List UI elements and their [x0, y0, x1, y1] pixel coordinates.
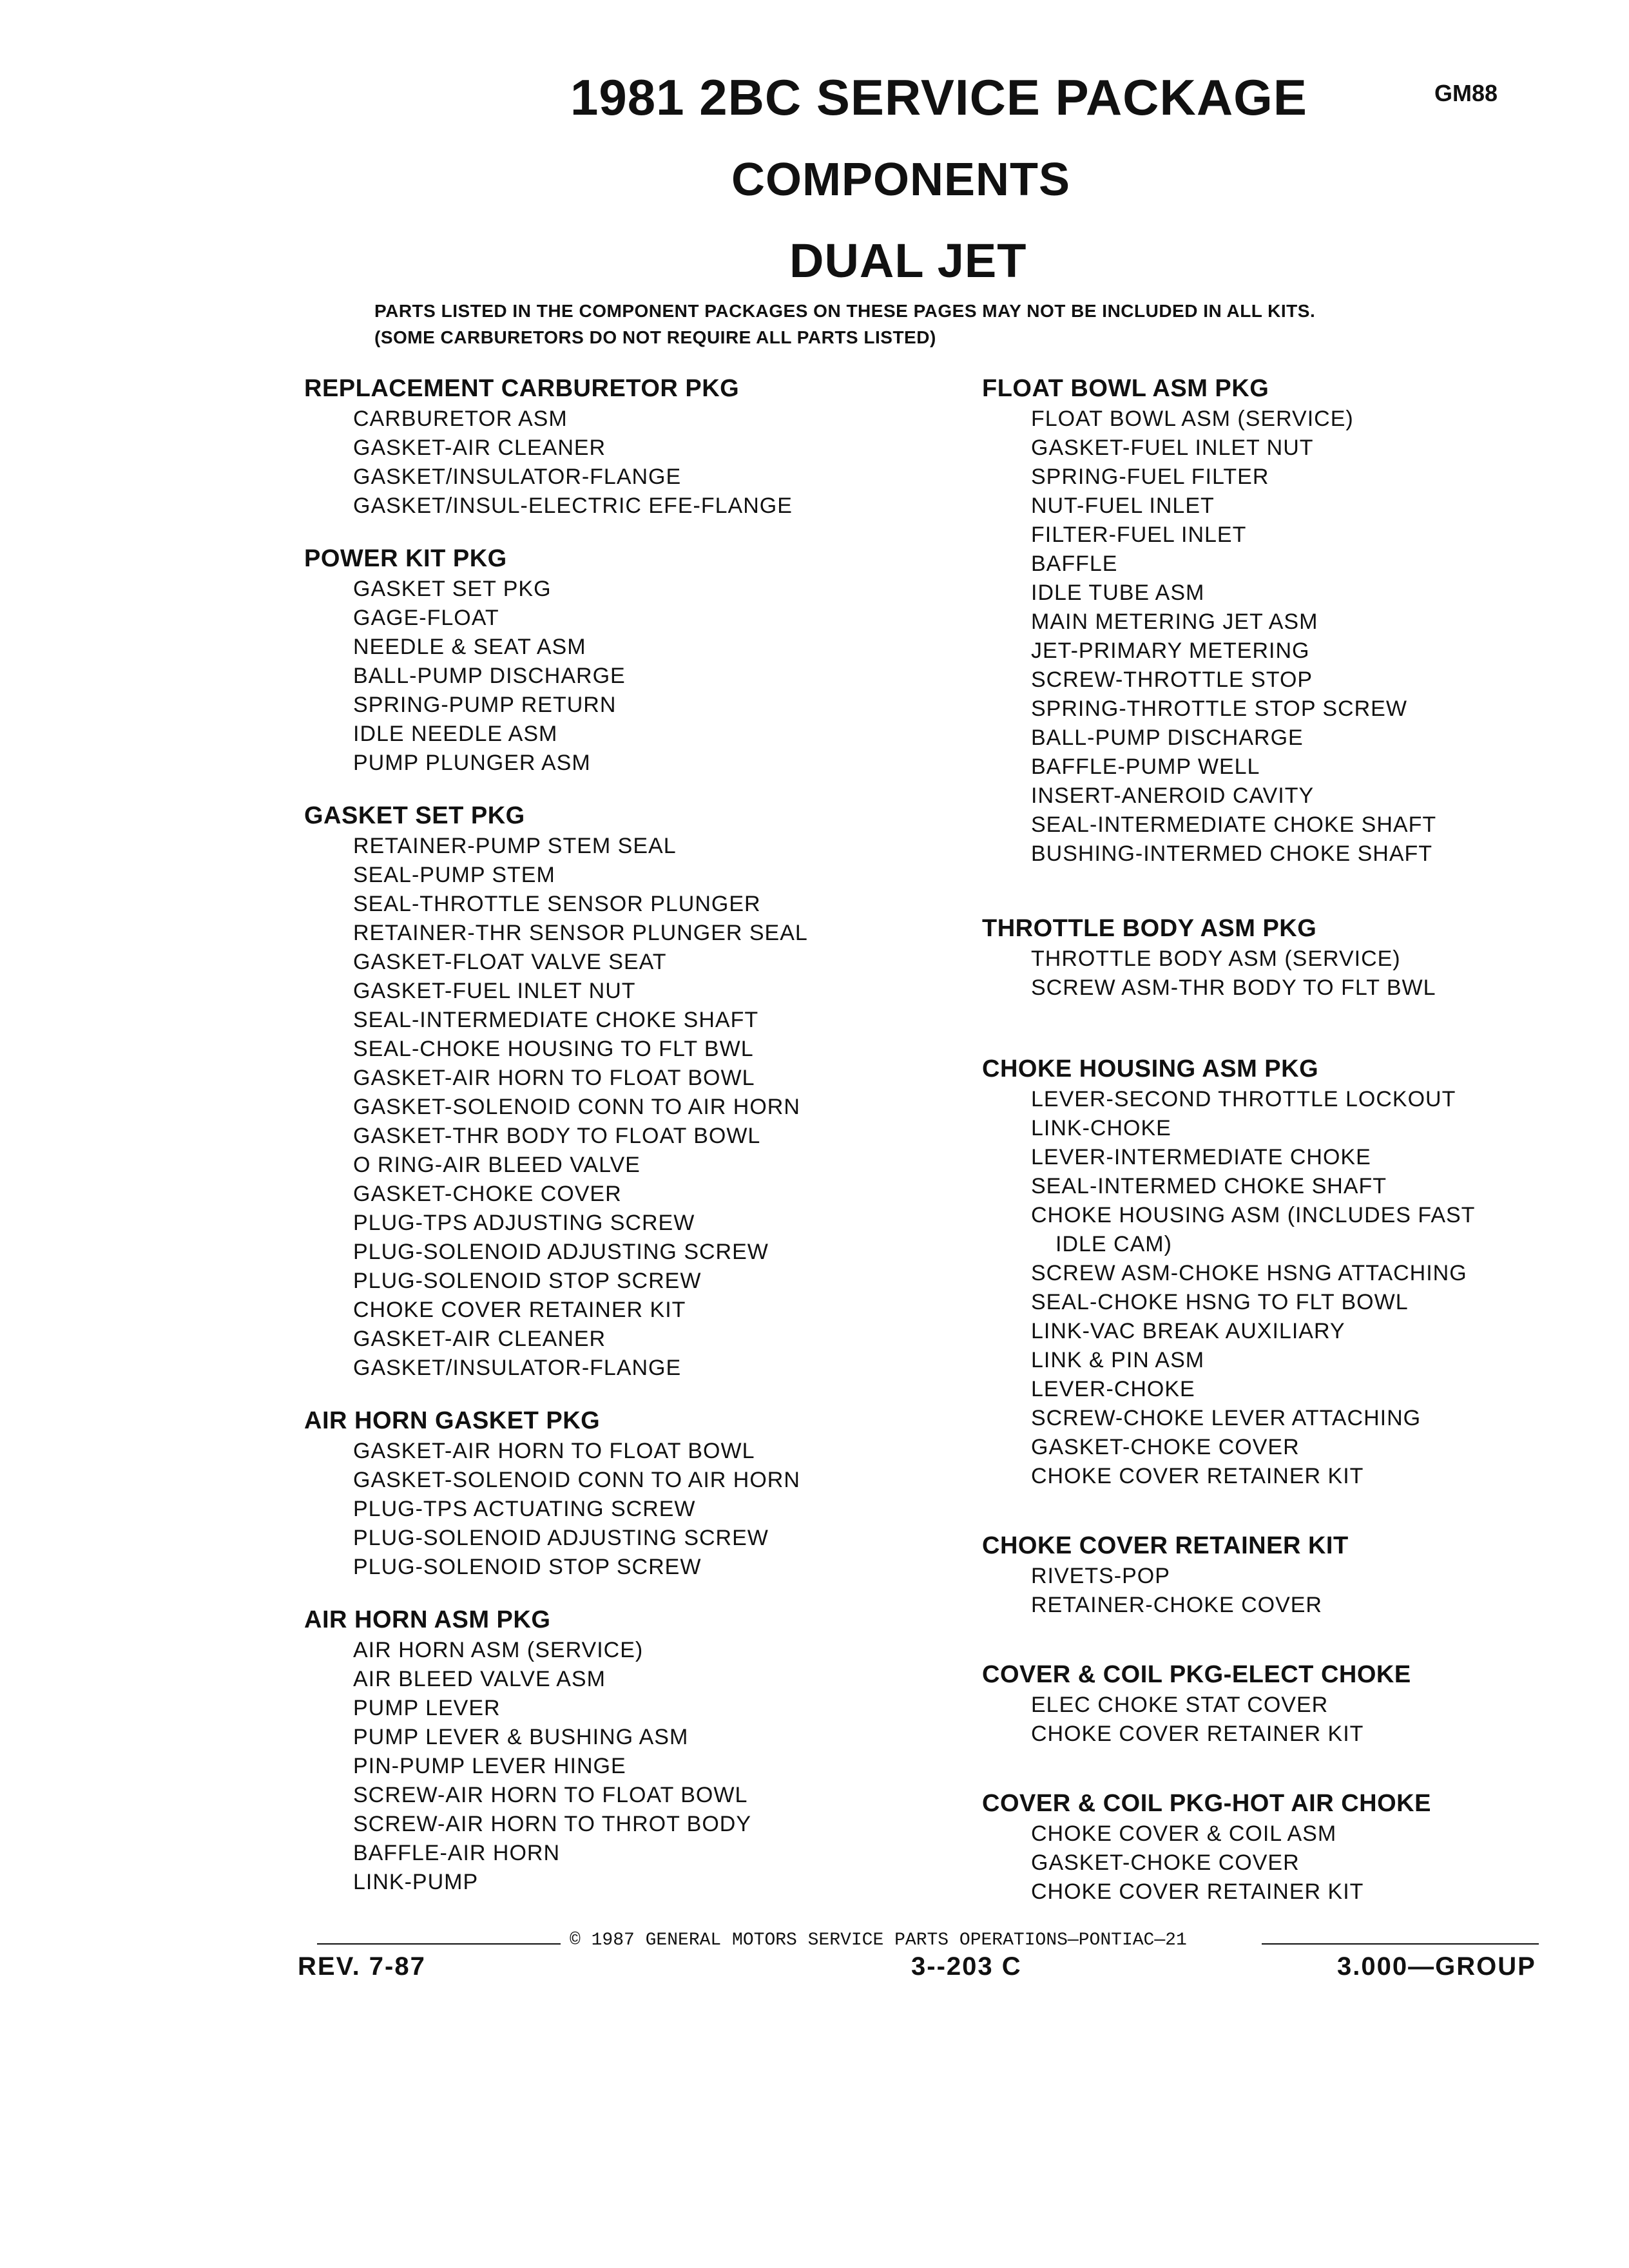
part-item: GASKET/INSULATOR-FLANGE: [353, 465, 682, 489]
part-item: NEEDLE & SEAT ASM: [353, 635, 586, 659]
part-item: BALL-PUMP DISCHARGE: [353, 664, 626, 688]
section-choke-cover-retainer-kit: [982, 1531, 1549, 1620]
part-item: PLUG-SOLENOID STOP SCREW: [353, 1555, 702, 1579]
section-air-horn-asm-pkg: [304, 1605, 955, 1897]
section-heading: AIR HORN GASKET PKG: [304, 1407, 601, 1434]
parts-list: [1031, 945, 1549, 1003]
part-item: GASKET-AIR CLEANER: [353, 1327, 606, 1351]
section-heading: COVER & COIL PKG-HOT AIR CHOKE: [982, 1790, 1431, 1817]
section-gasket-set-pkg: [304, 801, 955, 1383]
part-item: SPRING-FUEL FILTER: [1031, 465, 1269, 489]
part-item: SEAL-INTERMEDIATE CHOKE SHAFT: [353, 1008, 759, 1032]
part-item: BALL-PUMP DISCHARGE: [1031, 726, 1304, 750]
part-item: RETAINER-PUMP STEM SEAL: [353, 834, 677, 858]
parts-list: [1031, 1562, 1549, 1620]
part-item: IDLE CAM): [1055, 1232, 1172, 1256]
part-item: SCREW ASM-THR BODY TO FLT BWL: [1031, 975, 1436, 1000]
part-item: SEAL-PUMP STEM: [353, 863, 555, 887]
part-item: INSERT-ANEROID CAVITY: [1031, 783, 1315, 808]
part-item: MAIN METERING JET ASM: [1031, 610, 1318, 634]
part-item: LEVER-CHOKE: [1031, 1377, 1195, 1401]
part-item: GASKET-AIR HORN TO FLOAT BOWL: [353, 1439, 755, 1463]
part-item: GAGE-FLOAT: [353, 606, 499, 630]
part-item: SEAL-CHOKE HOUSING TO FLT BWL: [353, 1037, 754, 1061]
parts-list: [1031, 1820, 1549, 1907]
part-item: PLUG-TPS ADJUSTING SCREW: [353, 1211, 695, 1235]
part-item: CHOKE COVER RETAINER KIT: [1031, 1464, 1364, 1488]
part-item: BAFFLE-PUMP WELL: [1031, 754, 1260, 779]
part-item: NUT-FUEL INLET: [1031, 494, 1215, 518]
part-item: LINK-PUMP: [353, 1870, 479, 1894]
part-item: FLOAT BOWL ASM (SERVICE): [1031, 407, 1354, 431]
part-item: GASKET-FLOAT VALVE SEAT: [353, 950, 667, 974]
part-item: SEAL-INTERMEDIATE CHOKE SHAFT: [1031, 812, 1437, 837]
page-number: 3--203 C: [911, 1952, 1022, 1981]
part-item: CHOKE COVER RETAINER KIT: [1031, 1722, 1364, 1746]
part-item: LEVER-SECOND THROTTLE LOCKOUT: [1031, 1087, 1456, 1111]
part-item: PLUG-SOLENOID ADJUSTING SCREW: [353, 1526, 769, 1550]
section-choke-housing-asm-pkg: [982, 1054, 1549, 1491]
parts-list: [1031, 405, 1549, 869]
section-heading: GASKET SET PKG: [304, 802, 525, 829]
section-cover-coil-pkg-elect-choke: [982, 1660, 1549, 1749]
part-item: GASKET/INSUL-ELECTRIC EFE-FLANGE: [353, 494, 793, 518]
part-item: RETAINER-THR SENSOR PLUNGER SEAL: [353, 921, 808, 945]
part-item: RIVETS-POP: [1031, 1564, 1170, 1588]
page-title: 1981 2BC SERVICE PACKAGE: [570, 69, 1307, 126]
part-item: ELEC CHOKE STAT COVER: [1031, 1693, 1329, 1717]
notice-line-1: PARTS LISTED IN THE COMPONENT PACKAGES ON THESE PAGES MAY NOT BE INCLUDED IN ALL KITS.: [374, 301, 1316, 321]
section-float-bowl-asm-pkg: [982, 374, 1549, 869]
part-item: SCREW-AIR HORN TO FLOAT BOWL: [353, 1783, 748, 1807]
part-item: SPRING-PUMP RETURN: [353, 693, 617, 717]
part-item: SPRING-THROTTLE STOP SCREW: [1031, 697, 1407, 721]
part-item: PLUG-SOLENOID ADJUSTING SCREW: [353, 1240, 769, 1264]
right-column: [982, 374, 1549, 1907]
part-item: BUSHING-INTERMED CHOKE SHAFT: [1031, 841, 1433, 866]
parts-list: [1031, 1085, 1549, 1491]
part-item: PLUG-SOLENOID STOP SCREW: [353, 1269, 702, 1293]
section-cover-coil-pkg-hot-air-choke: [982, 1789, 1549, 1907]
part-item: RETAINER-CHOKE COVER: [1031, 1593, 1322, 1617]
parts-list: [353, 1437, 955, 1582]
section-heading: AIR HORN ASM PKG: [304, 1606, 551, 1633]
footer-rule-right: [1262, 1943, 1539, 1945]
part-item: SEAL-THROTTLE SENSOR PLUNGER: [353, 892, 761, 916]
part-item: LINK & PIN ASM: [1031, 1348, 1205, 1372]
part-item: SEAL-INTERMED CHOKE SHAFT: [1031, 1174, 1387, 1198]
part-item: PLUG-TPS ACTUATING SCREW: [353, 1497, 696, 1521]
part-item: FILTER-FUEL INLET: [1031, 523, 1247, 547]
part-item: GASKET-CHOKE COVER: [353, 1182, 622, 1206]
parts-list: [353, 405, 955, 521]
section-heading: CHOKE HOUSING ASM PKG: [982, 1055, 1319, 1082]
part-item: SCREW ASM-CHOKE HSNG ATTACHING: [1031, 1261, 1467, 1285]
part-item: THROTTLE BODY ASM (SERVICE): [1031, 947, 1401, 971]
part-item: CHOKE COVER RETAINER KIT: [353, 1298, 686, 1322]
section-replacement-carburetor-pkg: [304, 374, 955, 521]
parts-list: [1031, 1691, 1549, 1749]
part-item: PUMP LEVER: [353, 1696, 501, 1720]
part-item: GASKET-SOLENOID CONN TO AIR HORN: [353, 1468, 800, 1492]
section-power-kit-pkg: [304, 544, 955, 778]
part-item: SEAL-CHOKE HSNG TO FLT BOWL: [1031, 1290, 1409, 1314]
part-item: CHOKE HOUSING ASM (INCLUDES FAST: [1031, 1203, 1476, 1227]
part-item: LINK-VAC BREAK AUXILIARY: [1031, 1319, 1345, 1343]
part-item: CHOKE COVER & COIL ASM: [1031, 1821, 1337, 1846]
part-item: SCREW-AIR HORN TO THROT BODY: [353, 1812, 752, 1836]
part-item: GASKET-FUEL INLET NUT: [353, 979, 636, 1003]
page-subtitle: COMPONENTS: [731, 154, 1071, 206]
section-heading: REPLACEMENT CARBURETOR PKG: [304, 375, 740, 402]
part-item: GASKET SET PKG: [353, 577, 552, 601]
part-item: GASKET-AIR HORN TO FLOAT BOWL: [353, 1066, 755, 1090]
part-item: GASKET/INSULATOR-FLANGE: [353, 1356, 682, 1380]
section-heading: THROTTLE BODY ASM PKG: [982, 915, 1317, 942]
section-heading: COVER & COIL PKG-ELECT CHOKE: [982, 1661, 1411, 1688]
section-heading: FLOAT BOWL ASM PKG: [982, 375, 1269, 402]
part-item: SCREW-CHOKE LEVER ATTACHING: [1031, 1406, 1422, 1430]
part-item: PIN-PUMP LEVER HINGE: [353, 1754, 626, 1778]
part-item: LINK-CHOKE: [1031, 1116, 1171, 1140]
part-item: GASKET-FUEL INLET NUT: [1031, 436, 1314, 460]
part-item: IDLE NEEDLE ASM: [353, 722, 558, 746]
section-heading: POWER KIT PKG: [304, 545, 507, 572]
part-item: PUMP PLUNGER ASM: [353, 751, 591, 775]
part-item: AIR BLEED VALVE ASM: [353, 1667, 606, 1691]
section-heading: CHOKE COVER RETAINER KIT: [982, 1532, 1349, 1559]
section-throttle-body-asm-pkg: [982, 914, 1549, 1003]
group-number: 3.000—GROUP: [1337, 1952, 1536, 1981]
copyright-line: © 1987 GENERAL MOTORS SERVICE PARTS OPERATIONS—PONTIAC—21: [570, 1930, 1187, 1950]
notice-line-2: (SOME CARBURETORS DO NOT REQUIRE ALL PARTS LISTED): [374, 327, 936, 347]
left-column: [304, 374, 955, 1897]
part-item: IDLE TUBE ASM: [1031, 581, 1205, 605]
part-item: LEVER-INTERMEDIATE CHOKE: [1031, 1145, 1371, 1169]
part-item: BAFFLE: [1031, 552, 1118, 576]
part-item: GASKET-AIR CLEANER: [353, 436, 606, 460]
part-item: PUMP LEVER & BUSHING ASM: [353, 1725, 689, 1749]
parts-list: [353, 575, 955, 778]
page-subtitle-2: DUAL JET: [789, 234, 1027, 287]
footer-rule-left: [317, 1943, 561, 1945]
part-item: AIR HORN ASM (SERVICE): [353, 1638, 644, 1662]
part-item: O RING-AIR BLEED VALVE: [353, 1153, 641, 1177]
part-item: GASKET-SOLENOID CONN TO AIR HORN: [353, 1095, 800, 1119]
part-item: GASKET-CHOKE COVER: [1031, 1850, 1300, 1875]
parts-list: [353, 832, 955, 1383]
part-item: GASKET-CHOKE COVER: [1031, 1435, 1300, 1459]
part-item: BAFFLE-AIR HORN: [353, 1841, 561, 1865]
part-item: JET-PRIMARY METERING: [1031, 639, 1310, 663]
part-item: CARBURETOR ASM: [353, 407, 568, 431]
part-item: CHOKE COVER RETAINER KIT: [1031, 1879, 1364, 1904]
revision-date: REV. 7-87: [298, 1952, 426, 1981]
document-code: GM88: [1434, 80, 1498, 106]
parts-list: [353, 1636, 955, 1897]
section-air-horn-gasket-pkg: [304, 1406, 955, 1582]
part-item: GASKET-THR BODY TO FLOAT BOWL: [353, 1124, 761, 1148]
part-item: SCREW-THROTTLE STOP: [1031, 668, 1313, 692]
